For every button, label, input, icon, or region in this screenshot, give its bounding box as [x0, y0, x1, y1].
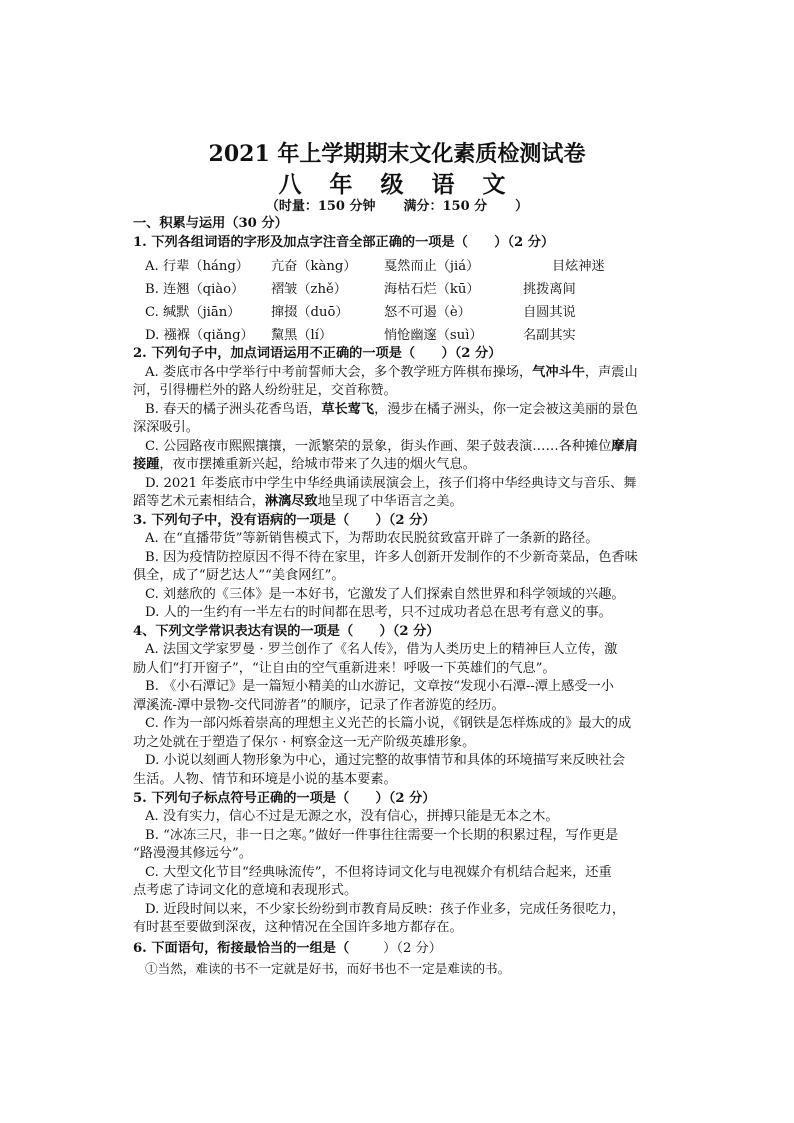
- q3-stem: 3. 下列句子中，没有语病的一项是（ ）（2 分）: [133, 513, 436, 528]
- q1-option-cell: 撺掇（duō）: [271, 305, 349, 320]
- q4-option-c-cont: 功之处就在于塑造了保尔 · 柯察金这一无产阶级英雄形象。: [133, 735, 476, 750]
- q2-option-b: [145, 401, 638, 418]
- q1-option-cell: 悄怆幽邃（suì）: [384, 328, 483, 343]
- q2-text: ，漫步在橘子洲头，你一定会被这美丽的景色: [374, 402, 638, 417]
- q2-option-d-cont: [133, 493, 463, 510]
- q1-option-cell: 目炫神迷: [552, 259, 605, 274]
- q1-stem: 1. 下列各组词语的字形及加点字注音全部正确的一项是（ ）（2 分）: [133, 235, 555, 250]
- q2-option-a-cont: 河，引得栅栏外的路人纷纷驻足，交首称赞。: [133, 383, 397, 398]
- q6-stem: [133, 940, 442, 957]
- q2-option-c: [145, 438, 638, 455]
- q4-option-a: A. 法国文学家罗曼 · 罗兰创作了《名人传》，借为人类历史上的精神巨人立传，激: [145, 642, 618, 657]
- q1-option-cell: 海枯石烂（kū）: [384, 282, 480, 297]
- q2-stem: 2. 下列句子中，加点词语运用不正确的一项是（ ）（2 分）: [133, 346, 502, 361]
- q5-option-b-cont: “路漫漫其修远兮”。: [133, 846, 252, 861]
- q2-text: B. 春天的橘子洲头花香鸟语，: [145, 402, 322, 417]
- q1-option-cell: 黧黑（lí）: [271, 328, 333, 343]
- q6-stem-text: 6. 下面语句，衔接最恰当的一组是（: [133, 941, 350, 956]
- q6-line-1: ①当然，难读的书不一定就是好书，而好书也不一定是难读的书。: [145, 961, 511, 976]
- q3-option-b-cont: 俱全，成了“厨艺达人”“美食网红”。: [133, 568, 345, 583]
- q1-option-cell: 名副其实: [523, 328, 576, 343]
- exam-time: （时量：150 分钟: [265, 199, 376, 214]
- exam-paren: ）: [515, 199, 529, 214]
- q1-option-cell: 挑拨离间: [523, 282, 576, 297]
- q4-option-a-cont: 励人们“打开窗子”，“让自由的空气重新进来！呼吸一下英雄们的气息”。: [133, 661, 556, 676]
- q5-option-b: B. “冰冻三尺，非一日之寒。”做好一件事往往需要一个长期的积累过程，写作更是: [145, 828, 619, 843]
- q2-option-c-cont: [133, 456, 476, 473]
- q5-stem: 5. 下列句子标点符号正确的一项是（ ）（2 分）: [133, 791, 436, 806]
- q3-option-d: D. 人的一生约有一半左右的时间都在思考，只不过成功者总在思考有意义的事。: [145, 605, 612, 620]
- q5-option-c: C. 大型文化节目“经典咏流传”，不但将诗词文化与电视媒介有机结合起来，还重: [145, 865, 612, 880]
- q3-option-b: B. 因为疫情防控原因不得不待在家里，许多人创新开发制作的不少新奇菜品，色香味: [145, 550, 638, 565]
- exam-subject: 八 年 级 语 文: [278, 171, 516, 198]
- q2-text: C. 公园路夜市熙熙攘攘，一派繁荣的景象，街头作画、架子鼓表演……各种摊位: [145, 439, 612, 454]
- exam-time-score: [0, 195, 794, 214]
- q1-option-cell: C. 缄默（jiān）: [145, 305, 241, 320]
- q1-option-cell: B. 连翘（qiào）: [145, 282, 245, 297]
- q5-option-d-cont: 有时甚至要做到深夜，这种情况在全国许多地方都存在。: [133, 920, 463, 935]
- q3-option-c: C. 刘慈欣的《三体》是一本好书，它激发了人们探索自然世界和科学领域的兴趣。: [145, 587, 625, 602]
- q2-text: ，夜市摆摊重新兴起，给城市带来了久违的烟火气息。: [159, 457, 476, 472]
- q4-option-d: D. 小说以刻画人物形象为中心，通过完整的故事情节和具体的环境描写来反映社会: [145, 753, 626, 768]
- q2-text: 蹈等艺术元素相结合，: [133, 494, 265, 509]
- q1-option-cell: 怒不可遏（è）: [384, 305, 471, 320]
- q1-option-cell: 亢奋（kàng）: [271, 259, 357, 274]
- q5-option-c-cont: 点考虑了诗词文化的意境和表现形式。: [133, 883, 358, 898]
- q2-keyword: 摩肩: [611, 439, 638, 454]
- q4-option-d-cont: 生活。人物、情节和环境是小说的基本要素。: [133, 772, 397, 787]
- q2-text: 地呈现了中华语言之美。: [317, 494, 463, 509]
- q2-option-b-cont: 深深吸引。: [133, 420, 199, 435]
- q3-option-a: A. 在“直播带货”等新销售模式下，为帮助农民脱贫致富开辟了一条新的路径。: [145, 531, 599, 546]
- q4-option-c: C. 作为一部闪烁着崇高的理想主义光芒的长篇小说，《钢铁是怎样炼成的》最大的成: [145, 716, 632, 731]
- q2-option-d: D. 2021 年娄底市中学生中华经典诵读展演会上，孩子们将中华经典诗文与音乐、舞: [145, 476, 637, 491]
- q5-option-a: A. 没有实力，信心不过是无源之水，没有信心，拼搏只能是无本之木。: [145, 809, 559, 824]
- q4-option-b-cont: 潭溪流-潭中景物-交代同游者”的顺序，记录了作者游览的经历。: [133, 698, 505, 713]
- q1-option-cell: A. 行辈（háng）: [145, 259, 249, 274]
- q1-option-cell: 褶皱（zhě）: [271, 282, 347, 297]
- exam-title: 2021 年上学期期末文化素质检测试卷: [208, 141, 586, 167]
- q2-text: ，声震山: [584, 365, 638, 380]
- q2-keyword: 接踵: [133, 457, 160, 472]
- section-heading: 一、积累与运用（30 分）: [133, 216, 288, 231]
- q1-option-cell: 戛然而止（jiá）: [384, 259, 480, 274]
- q4-option-b: B. 《小石潭记》是一篇短小精美的山水游记，文章按“发现小石潭--潭上感受一小: [145, 679, 614, 694]
- q5-option-d: D. 近段时间以来，不少家长纷纷到市教育局反映：孩子作业多，完成任务很吃力，: [145, 902, 626, 917]
- q2-text: A. 娄底市各中学举行中考前誓师大会，多个教学班方阵棋布操场，: [145, 365, 533, 380]
- q2-keyword: 气冲斗牛: [532, 365, 585, 380]
- q2-option-a: [145, 364, 638, 381]
- q2-keyword: 淋漓尽致: [264, 494, 318, 509]
- q1-option-cell: D. 襁褓（qiǎng）: [145, 328, 254, 343]
- q6-stem-score: ）（2 分）: [383, 941, 442, 956]
- q1-option-cell: 自圆其说: [523, 305, 576, 320]
- q4-stem: 4、下列文学常识表达有误的一项是（ ）（2 分）: [133, 624, 440, 639]
- exam-score: 满分：150 分: [403, 199, 488, 214]
- q2-keyword: 草长莺飞: [321, 402, 375, 417]
